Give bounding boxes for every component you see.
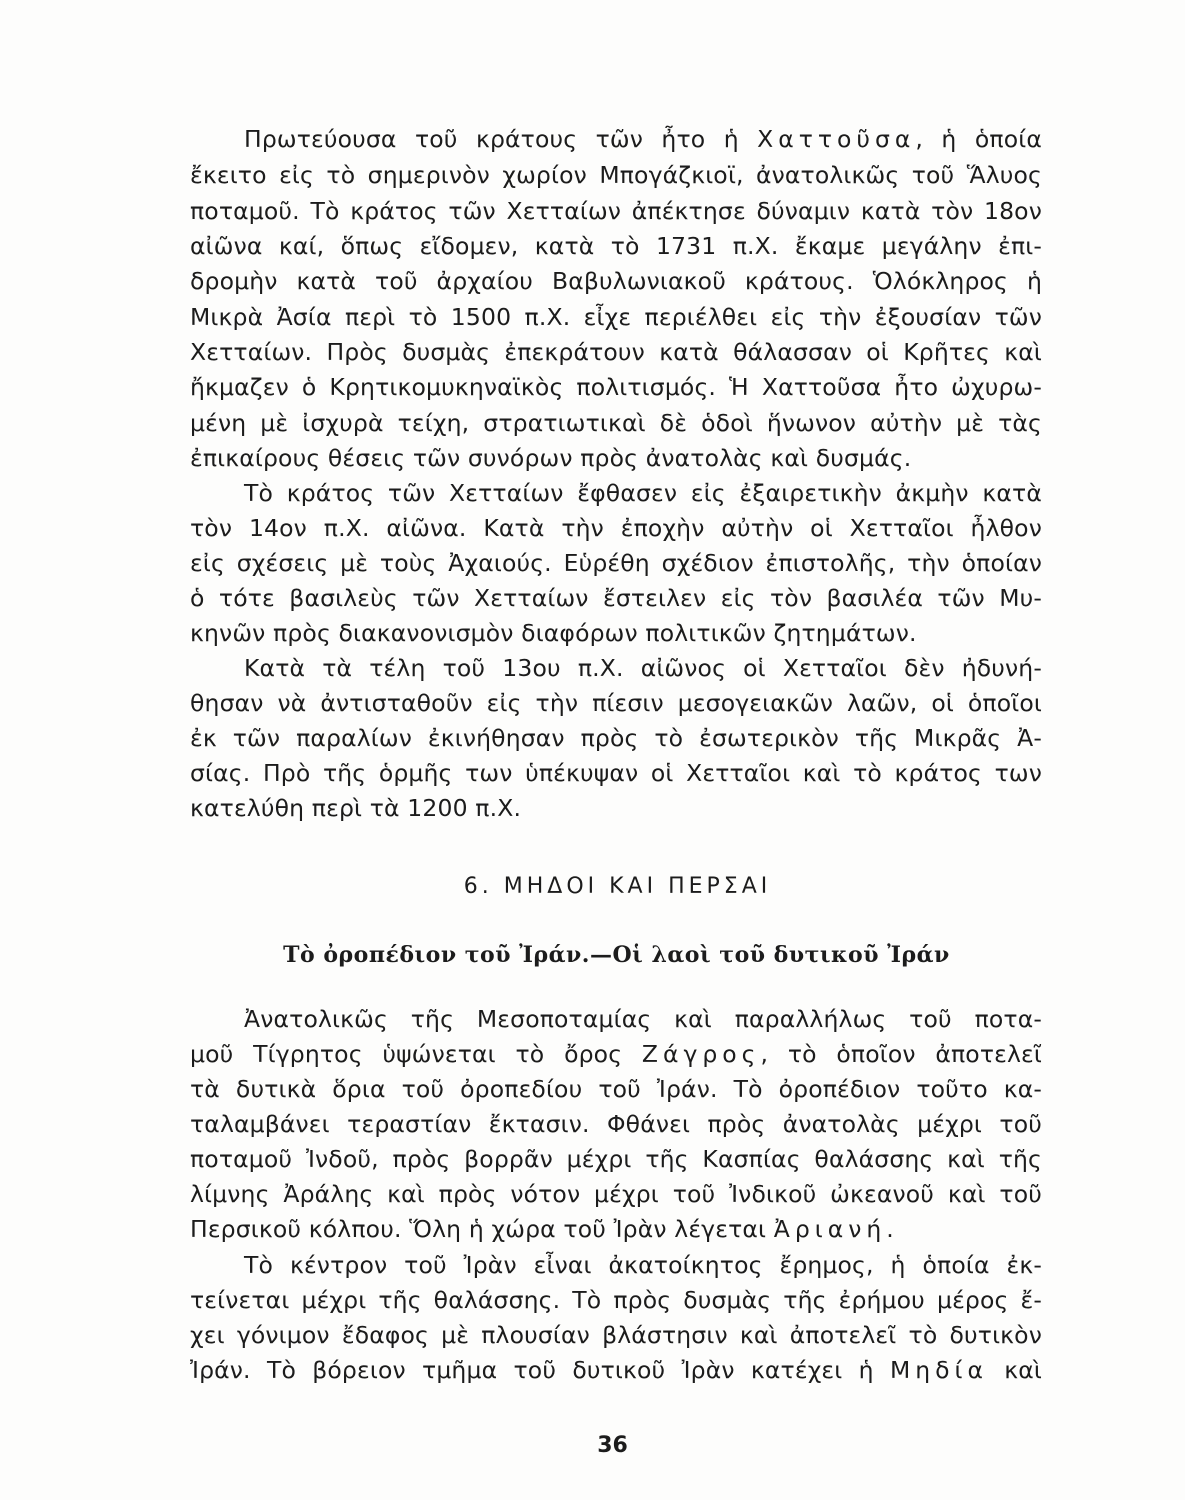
text-line: τὸν 14ον π.Χ. αἰῶνα. Κατὰ τὴν ἐποχὴν αὐτὴν οἱ Χετταῖοι ἦλθον (190, 514, 1042, 542)
text-line: εἰς σχέσεις μὲ τοὺς Ἀχαιούς. Εὑρέθη σχέδιον ἐπιστολῆς, τὴν ὁποίαν (190, 549, 1042, 577)
text-line: τὰ δυτικὰ ὅρια τοῦ ὀροπεδίου τοῦ Ἰράν. Τὸ ὀροπέδιον τοῦτο κα- (190, 1075, 1042, 1103)
text-line: Κατὰ τὰ τέλη τοῦ 13ου π.Χ. αἰῶνος οἱ Χετταῖοι δὲν ἠδυνή- (244, 654, 1042, 682)
text-line: ταλαμβάνει τεραστίαν ἔκτασιν. Φθάνει πρὸς ἀνατολὰς μέχρι τοῦ (190, 1110, 1042, 1138)
text-line: ποταμοῦ. Τὸ κράτος τῶν Χετταίων ἀπέκτησε δύναμιν κατὰ τὸν 18ον (190, 197, 1042, 225)
text-line: ποταμοῦ Ἰνδοῦ, πρὸς βορρᾶν μέχρι τῆς Κασπίας θαλάσσης καὶ τῆς (190, 1145, 1042, 1173)
emphasized-name: Ζάγρος (641, 1040, 761, 1068)
text-line: κατελύθη περὶ τὰ 1200 π.Χ. (190, 794, 522, 822)
text-line: χει γόνιμον ἔδαφος μὲ πλουσίαν βλάστησιν καὶ ἀποτελεῖ τὸ δυτικὸν (190, 1321, 1042, 1349)
text-line: ἐκ τῶν παραλίων ἐκινήθησαν πρὸς τὸ ἐσωτερικὸν τῆς Μικρᾶς Ἀ- (190, 724, 1042, 752)
text-line: Μικρὰ Ἀσία περὶ τὸ 1500 π.Χ. εἶχε περιέλθει εἰς τὴν ἐξουσίαν τῶν (190, 303, 1042, 331)
text-line: ἤκμαζεν ὁ Κρητικομυκηναϊκὸς πολιτισμός. Ἡ Χαττοῦσα ἦτο ὠχυρω- (190, 373, 1042, 401)
text-line: αἰῶνα καί, ὅπως εἴδομεν, κατὰ τὸ 1731 π.Χ. ἔκαμε μεγάλην ἐπι- (190, 232, 1042, 260)
text-line: σίας. Πρὸ τῆς ὁρμῆς των ὑπέκυψαν οἱ Χετταῖοι καὶ τὸ κράτος των (190, 759, 1042, 787)
text-line: ὁ τότε βασιλεὺς τῶν Χετταίων ἔστειλεν εἰς τὸν βασιλέα τῶν Μυ- (190, 584, 1042, 612)
text-line: Περσικοῦ κόλπου. Ὅλη ἡ χώρα τοῦ Ἰρὰν λέγεται Ἀριανή. (190, 1215, 894, 1243)
text-line: θησαν νὰ ἀντισταθοῦν εἰς τὴν πίεσιν μεσογειακῶν λαῶν, οἱ ὁποῖοι (190, 689, 1042, 717)
text-line: Ἀνατολικῶς τῆς Μεσοποταμίας καὶ παραλλήλως τοῦ ποτα- (244, 1005, 1042, 1033)
text-line: τείνεται μέχρι τῆς θαλάσσης. Τὸ πρὸς δυσμὰς τῆς ἐρήμου μέρος ἔ- (190, 1286, 1042, 1314)
text-line: Τὸ κέντρον τοῦ Ἰρὰν εἶναι ἀκατοίκητος ἔρημος, ἡ ὁποία ἐκ- (244, 1251, 1042, 1279)
text-line: Ἰράν. Τὸ βόρειον τμῆμα τοῦ δυτικοῦ Ἰρὰν κατέχει ἡ Μηδία καὶ (190, 1356, 1042, 1384)
page-number: 36 (597, 1433, 628, 1458)
text-line: Πρωτεύουσα τοῦ κράτους τῶν ἦτο ἡ Χαττοῦσα, ἡ ὁποία (244, 125, 1042, 153)
text-line: Τὸ κράτος τῶν Χετταίων ἔφθασεν εἰς ἐξαιρετικὴν ἀκμὴν κατὰ (244, 479, 1042, 507)
text-line: ἐπικαίρους θέσεις τῶν συνόρων πρὸς ἀνατολὰς καὶ δυσμάς. (190, 444, 912, 472)
text-line: ἔκειτο εἰς τὸ σημερινὸν χωρίον Μπογάζκιοϊ, ἀνατολικῶς τοῦ Ἅλυος (190, 161, 1042, 189)
section-heading: 6. ΜΗΔΟΙ ΚΑΙ ΠΕΡΣΑΙ (463, 874, 772, 899)
text-line: κηνῶν πρὸς διακανονισμὸν διαφόρων πολιτικῶν ζητημάτων. (190, 619, 917, 647)
text-line: δρομὴν κατὰ τοῦ ἀρχαίου Βαβυλωνιακοῦ κράτους. Ὁλόκληρος ἡ (190, 267, 1042, 295)
emphasized-name: Χαττοῦσα (757, 125, 916, 153)
subheading: Τὸ ὀροπέδιον τοῦ Ἰράν.—Οἱ λαοὶ τοῦ δυτικοῦ Ἰράν (283, 942, 950, 968)
text-line: λίμνης Ἀράλης καὶ πρὸς νότον μέχρι τοῦ Ἰνδικοῦ ὠκεανοῦ καὶ τοῦ (190, 1180, 1042, 1208)
emphasized-name: Μηδία (889, 1356, 988, 1384)
emphasized-name: Ἀριανή (773, 1215, 887, 1243)
text-line: μένη μὲ ἰσχυρὰ τείχη, στρατιωτικαὶ δὲ ὁδοὶ ἥνωνον αὐτὴν μὲ τὰς (190, 409, 1042, 437)
text-line: μοῦ Τίγρητος ὑψώνεται τὸ ὄρος Ζάγρος, τὸ ὁποῖον ἀποτελεῖ (190, 1040, 1042, 1068)
text-line: Χετταίων. Πρὸς δυσμὰς ἐπεκράτουν κατὰ θάλασσαν οἱ Κρῆτες καὶ (190, 338, 1042, 366)
